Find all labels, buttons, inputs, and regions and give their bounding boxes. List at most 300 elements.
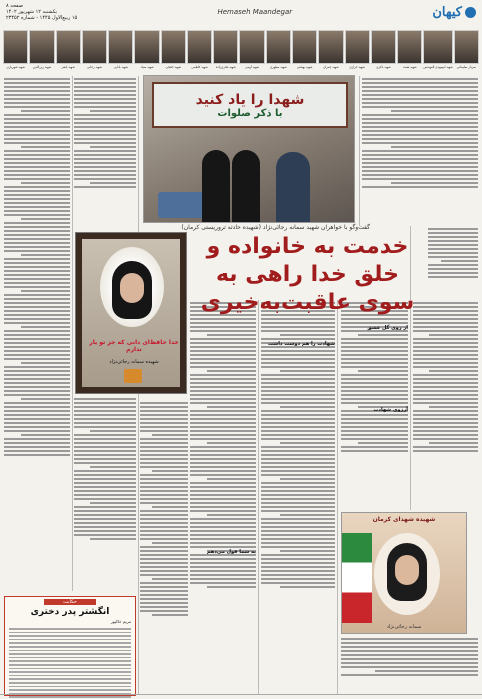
text-line: [4, 310, 70, 312]
martyr-portrait-photo: [82, 30, 107, 64]
text-line: [190, 430, 256, 432]
text-column: [4, 76, 70, 591]
text-line: [261, 482, 335, 484]
column-label: حکایت: [44, 599, 96, 605]
text-line: [190, 454, 256, 456]
text-line: [413, 362, 478, 364]
text-line: [413, 338, 478, 340]
text-line: [261, 362, 335, 364]
text-line: [74, 78, 136, 80]
martyr-portrait-caption: شهید باکری: [376, 65, 391, 69]
text-line: [4, 350, 70, 352]
text-line: [4, 294, 70, 296]
text-line: [9, 657, 131, 659]
text-line: [4, 442, 70, 444]
text-line: [74, 498, 136, 500]
martyr-portrait-caption: شهید مطهری: [269, 65, 287, 69]
text-line: [140, 526, 188, 528]
text-line: [74, 514, 136, 516]
text-line: [74, 450, 136, 452]
text-line: [190, 434, 256, 436]
text-line: [152, 506, 188, 508]
interview-photo: [143, 75, 355, 223]
framed-martyr-portrait: [75, 232, 187, 394]
text-line: [4, 258, 70, 260]
text-line: [4, 230, 70, 232]
text-line: [362, 154, 478, 156]
text-line: [4, 206, 70, 208]
text-line: [4, 394, 70, 396]
text-line: [261, 450, 335, 452]
text-line: [21, 218, 71, 220]
text-line: [441, 260, 479, 262]
text-line: [362, 170, 478, 172]
memorial-banner: [152, 82, 348, 128]
banner-line-1: شهدا را یاد کنید: [195, 91, 305, 108]
text-line: [280, 550, 336, 552]
text-line: [4, 142, 70, 144]
martyr-portrait: [134, 30, 159, 72]
text-line: [4, 270, 70, 272]
martyr-portrait: [397, 30, 422, 72]
text-line: [413, 438, 478, 440]
martyr-portrait-photo: [187, 30, 212, 64]
text-line: [140, 438, 188, 440]
text-line: [341, 418, 408, 420]
text-line: [207, 586, 257, 588]
text-line: [261, 390, 335, 392]
text-line: [261, 386, 335, 388]
text-line: [341, 362, 408, 364]
text-line: [190, 498, 256, 500]
text-line: [74, 486, 136, 488]
text-line: [362, 150, 478, 152]
martyr-portrait-caption: شهید بابایی: [113, 65, 128, 69]
martyr-portrait-photo: [423, 30, 452, 64]
text-line: [413, 434, 478, 436]
text-line: [261, 538, 335, 540]
text-line: [4, 318, 70, 320]
text-line: [190, 350, 256, 352]
text-line: [261, 506, 335, 508]
text-line: [21, 146, 71, 148]
text-line: [4, 174, 70, 176]
edition-label: Hemaseh Maandegar: [217, 8, 293, 16]
banner-line-2: با ذکر صلوات: [217, 107, 283, 119]
text-line: [413, 382, 478, 384]
text-line: [74, 94, 136, 96]
text-line: [74, 494, 136, 496]
text-line: [341, 662, 478, 664]
text-line: [21, 254, 71, 256]
column-rule: [72, 76, 73, 591]
text-line: [4, 210, 70, 212]
text-line: [190, 582, 256, 584]
text-line: [4, 226, 70, 228]
text-line: [261, 494, 335, 496]
text-line: [190, 466, 256, 468]
text-line: [280, 514, 336, 516]
text-line: [413, 410, 478, 412]
text-line: [190, 418, 256, 420]
text-line: [413, 414, 478, 416]
text-line: [140, 406, 188, 408]
martyr-portrait-caption: سردار سلیمانی: [456, 65, 476, 69]
text-line: [4, 430, 70, 432]
text-line: [74, 154, 136, 156]
text-line: [413, 450, 478, 452]
text-line: [21, 434, 71, 436]
text-line: [341, 378, 408, 380]
text-line: [341, 650, 478, 652]
text-line: [341, 642, 478, 644]
text-line: [190, 518, 256, 520]
text-line: [190, 338, 256, 340]
text-line: [4, 82, 70, 84]
text-line: [190, 438, 256, 440]
martyr-portrait: [29, 30, 54, 72]
text-line: [4, 370, 70, 372]
text-line: [74, 530, 136, 532]
text-line: [362, 86, 478, 88]
text-line: [190, 366, 256, 368]
text-line: [261, 394, 335, 396]
text-line: [341, 450, 408, 452]
text-line: [140, 474, 188, 476]
text-line: [190, 422, 256, 424]
martyr-portrait-caption: شهید همت: [402, 65, 417, 69]
article-subhead: از روی گل عشق: [367, 325, 408, 331]
text-line: [261, 422, 335, 424]
text-line: [140, 610, 188, 612]
text-line: [190, 402, 256, 404]
martyr-portrait-photo: [397, 30, 422, 64]
text-line: [4, 358, 70, 360]
text-line: [74, 90, 136, 92]
text-line: [362, 138, 478, 140]
text-line: [152, 470, 188, 472]
text-line: [4, 454, 70, 456]
text-line: [341, 438, 408, 440]
text-line: [190, 574, 256, 576]
text-line: [362, 122, 478, 124]
text-line: [341, 674, 478, 676]
text-line: [4, 90, 70, 92]
text-line: [261, 498, 335, 500]
text-line: [90, 502, 137, 504]
text-line: [190, 330, 256, 332]
text-line: [341, 402, 408, 404]
martyr-portrait: [345, 30, 370, 72]
text-line: [428, 244, 478, 246]
text-line: [413, 394, 478, 396]
sister-figure: [232, 150, 260, 222]
text-line: [9, 628, 131, 630]
text-column: [362, 76, 478, 226]
text-line: [341, 398, 408, 400]
text-line: [190, 490, 256, 492]
text-line: [4, 386, 70, 388]
text-line: [4, 314, 70, 316]
text-line: [428, 268, 478, 270]
text-line: [74, 134, 136, 136]
text-line: [4, 114, 70, 116]
martyr-portrait-caption: شهید فخری‌زاده: [215, 65, 236, 69]
logo-text: کیهان: [432, 4, 462, 20]
text-line: [413, 374, 478, 376]
text-line: [4, 278, 70, 280]
masthead: [0, 0, 482, 24]
text-line: [413, 418, 478, 420]
martyr-portrait-photo: [29, 30, 54, 64]
martyr-portrait: [187, 30, 212, 72]
text-line: [9, 653, 131, 655]
text-line: [4, 166, 70, 168]
text-line: [21, 182, 71, 184]
text-line: [4, 426, 70, 428]
text-line: [261, 366, 335, 368]
page-label: صفحه ۸: [6, 3, 23, 9]
text-line: [341, 350, 408, 352]
text-line: [362, 94, 478, 96]
text-line: [190, 374, 256, 376]
text-line: [140, 494, 188, 496]
text-line: [358, 370, 408, 372]
text-line: [74, 162, 136, 164]
text-line: [21, 290, 71, 292]
text-column: [341, 636, 478, 694]
text-line: [9, 671, 131, 673]
text-line: [207, 442, 257, 444]
globe-icon: [465, 7, 476, 18]
text-line: [261, 566, 335, 568]
text-column: [341, 300, 408, 510]
text-line: [140, 482, 188, 484]
text-line: [413, 350, 478, 352]
text-line: [190, 562, 256, 564]
text-line: [261, 434, 335, 436]
text-line: [74, 102, 136, 104]
text-line: [4, 330, 70, 332]
text-line: [190, 446, 256, 448]
text-line: [74, 138, 136, 140]
date-persian: یکشنبه ۱۲ شهریور ۱۴۰۲: [6, 9, 57, 15]
text-line: [190, 458, 256, 460]
text-line: [140, 422, 188, 424]
text-line: [74, 446, 136, 448]
text-line: [413, 422, 478, 424]
text-line: [207, 334, 257, 336]
text-line: [261, 454, 335, 456]
text-line: [140, 458, 188, 460]
martyr-portrait-caption: شهید حججی: [165, 65, 182, 69]
text-line: [428, 240, 478, 242]
text-line: [4, 202, 70, 204]
text-column: [261, 300, 335, 694]
text-line: [190, 322, 256, 324]
text-line: [362, 162, 478, 164]
text-line: [190, 346, 256, 348]
text-line: [90, 110, 137, 112]
text-line: [190, 546, 256, 548]
martyr-portrait-caption: شهید بهشتی: [296, 65, 313, 69]
text-line: [90, 430, 137, 432]
memorial-caption: سمانه رجائی‌نژاد: [386, 624, 422, 630]
text-line: [341, 346, 408, 348]
martyr-portrait-photo: [213, 30, 238, 64]
text-line: [74, 186, 136, 188]
text-line: [74, 474, 136, 476]
column-author: مریم خاکپور: [110, 619, 131, 624]
text-line: [4, 338, 70, 340]
text-line: [152, 578, 188, 580]
text-line: [140, 454, 188, 456]
text-line: [4, 102, 70, 104]
text-line: [140, 566, 188, 568]
text-line: [4, 186, 70, 188]
text-line: [74, 522, 136, 524]
sister-figure: [202, 150, 230, 222]
text-line: [140, 554, 188, 556]
text-line: [4, 130, 70, 132]
text-line: [74, 114, 136, 116]
text-line: [428, 256, 478, 258]
text-line: [413, 402, 478, 404]
text-line: [261, 426, 335, 428]
text-line: [261, 502, 335, 504]
text-line: [413, 354, 478, 356]
text-line: [190, 482, 256, 484]
text-line: [4, 346, 70, 348]
text-line: [261, 574, 335, 576]
interviewer-figure: [276, 152, 310, 222]
text-line: [140, 414, 188, 416]
text-line: [4, 342, 70, 344]
text-line: [4, 306, 70, 308]
text-line: [341, 394, 408, 396]
text-line: [207, 478, 257, 480]
text-line: [429, 442, 478, 444]
text-line: [413, 446, 478, 448]
text-line: [74, 406, 136, 408]
article-kicker: گفت‌وگو با خواهران شهید سمانه رجائی‌نژاد (شهیده حادثه تروریستی کرمان): [181, 224, 370, 231]
text-line: [9, 696, 131, 698]
text-line: [280, 478, 336, 480]
martyr-portrait: [108, 30, 133, 72]
text-line: [140, 402, 188, 404]
text-line: [362, 178, 478, 180]
text-line: [152, 542, 188, 544]
text-line: [4, 238, 70, 240]
text-line: [261, 382, 335, 384]
text-column: [74, 76, 136, 226]
text-line: [429, 406, 478, 408]
text-line: [4, 274, 70, 276]
text-line: [90, 538, 137, 540]
text-line: [74, 86, 136, 88]
text-line: [341, 430, 408, 432]
text-line: [190, 538, 256, 540]
text-line: [140, 522, 188, 524]
martyr-portrait-photo: [454, 30, 479, 64]
text-line: [261, 490, 335, 492]
text-line: [362, 174, 478, 176]
text-line: [4, 402, 70, 404]
text-line: [261, 318, 335, 320]
text-line: [4, 390, 70, 392]
text-line: [261, 398, 335, 400]
text-line: [261, 534, 335, 536]
text-line: [9, 646, 131, 648]
martyr-portrait: [371, 30, 396, 72]
martyr-portrait: [318, 30, 343, 72]
text-line: [358, 442, 408, 444]
text-line: [190, 426, 256, 428]
text-line: [190, 342, 256, 344]
text-line: [413, 430, 478, 432]
text-line: [4, 422, 70, 424]
martyr-portrait: [161, 30, 186, 72]
text-line: [4, 106, 70, 108]
text-line: [140, 538, 188, 540]
martyr-portrait-caption: شهید خرازی: [349, 65, 365, 69]
text-line: [261, 554, 335, 556]
text-line: [413, 390, 478, 392]
text-line: [74, 470, 136, 472]
text-line: [140, 574, 188, 576]
story-column-box: [4, 596, 136, 696]
text-line: [4, 154, 70, 156]
martyr-portrait-photo: [3, 30, 28, 64]
text-line: [190, 450, 256, 452]
martyr-portrait-caption: شهید زین‌الدین: [32, 65, 52, 69]
text-line: [74, 482, 136, 484]
text-line: [74, 130, 136, 132]
text-line: [428, 232, 478, 234]
text-line: [140, 462, 188, 464]
text-line: [140, 534, 188, 536]
text-line: [4, 98, 70, 100]
text-line: [74, 98, 136, 100]
portrait-frame-inner: [82, 239, 180, 387]
text-line: [74, 506, 136, 508]
martyr-portrait-caption: شهید ابومهدی المهندس: [423, 65, 453, 69]
text-line: [4, 126, 70, 128]
text-line: [413, 378, 478, 380]
text-line: [341, 338, 408, 340]
text-line: [4, 262, 70, 264]
text-line: [4, 170, 70, 172]
text-line: [428, 248, 478, 250]
text-line: [4, 138, 70, 140]
text-line: [428, 228, 478, 230]
text-line: [207, 370, 257, 372]
text-line: [190, 390, 256, 392]
text-line: [413, 326, 478, 328]
text-line: [140, 498, 188, 500]
text-line: [140, 602, 188, 604]
text-line: [261, 542, 335, 544]
text-line: [4, 378, 70, 380]
text-line: [341, 422, 408, 424]
text-line: [9, 635, 131, 637]
text-line: [9, 664, 131, 666]
martyrs-portrait-strip: [3, 30, 479, 72]
column-rule: [258, 300, 259, 694]
text-line: [4, 322, 70, 324]
text-line: [140, 546, 188, 548]
text-line: [74, 170, 136, 172]
